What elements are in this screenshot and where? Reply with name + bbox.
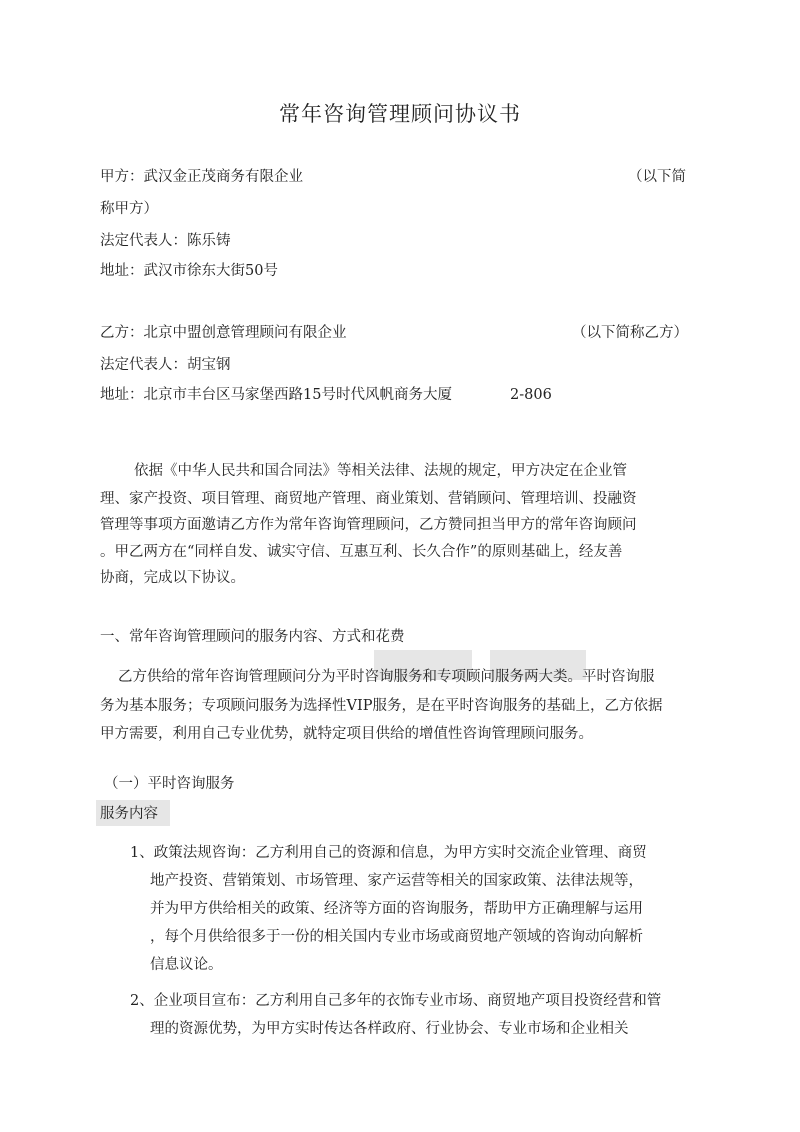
list-item-line: 并为甲方供给相关的政策、经济等方面的咨询服务，帮助甲方正确理解与运用 [150,901,643,917]
section-paragraph-line: 乙方供给的常年咨询管理顾问分为平时咨询服务和专项顾问服务两大类。平时咨询服 [118,669,655,685]
list-item-line: 信息议论。 [150,957,223,973]
intro-line: 协商，完成以下协议。 [100,570,245,586]
party-b-address-room: 2-806 [510,387,552,403]
list-item-line: 理的资源优势，为甲方实时传达各样政府、行业协会、专业市场和企业相关 [150,1021,629,1037]
subsection-heading: （一）平时咨询服务 [104,776,235,792]
list-item-line: 2、企业项目宣布：乙方利用自己多年的衣饰专业市场、商贸地产项目投资经营和管 [130,993,662,1009]
section-paragraph-line: 甲方需要，利用自己专业优势，就特定项目供给的增值性咨询管理顾问服务。 [100,726,593,742]
intro-line: 理、家产投资、项目管理、商贸地产管理、商业策划、营销顾问、管理培训、投融资 [100,491,637,507]
section-paragraph-line: 务为基本服务；专项顾问服务为选择性VIP服务，是在平时咨询服务的基础上，乙方依据 [100,698,663,714]
section-heading: 一、常年咨询管理顾问的服务内容、方式和花费 [100,629,405,645]
party-a-representative: 法定代表人：陈乐铸 [100,233,231,249]
service-content-label: 服务内容 [100,806,158,822]
party-b-name: 乙方：北京中盟创意管理顾问有限企业 [100,325,347,341]
list-item-line: ，每个月供给很多于一份的相关国内专业市场或商贸地产领域的咨询动向解析 [150,929,643,945]
intro-line: 管理等事项方面邀请乙方作为常年咨询管理顾问，乙方赞同担当甲方的常年咨询顾问 [100,517,637,533]
list-item-line: 1、政策法规咨询：乙方利用自己的资源和信息，为甲方实时交流企业管理、商贸 [130,845,647,861]
document-title: 常年咨询管理顾问协议书 [279,102,521,126]
party-a-address: 地址：武汉市徐东大街50号 [100,263,278,279]
party-b-representative: 法定代表人：胡宝钢 [100,357,231,373]
party-b-abbrev: （以下简称乙方） [572,325,688,341]
party-a-abbrev-start: （以下简 [628,169,686,185]
party-a-name: 甲方：武汉金正茂商务有限企业 [100,169,303,185]
party-a-abbrev-end: 称甲方） [100,201,158,217]
list-item-line: 地产投资、营销策划、市场管理、家产运营等相关的国家政策、法律法规等， [150,873,643,889]
intro-line: 。甲乙两方在“同样自发、诚实守信、互惠互利、长久合作”的原则基础上，经友善 [100,544,623,560]
intro-line: 依据《中华人民共和国合同法》等相关法律、法规的规定，甲方决定在企业管 [134,463,627,479]
party-b-address: 地址：北京市丰台区马家堡西路15号时代风帆商务大厦 [100,387,452,403]
